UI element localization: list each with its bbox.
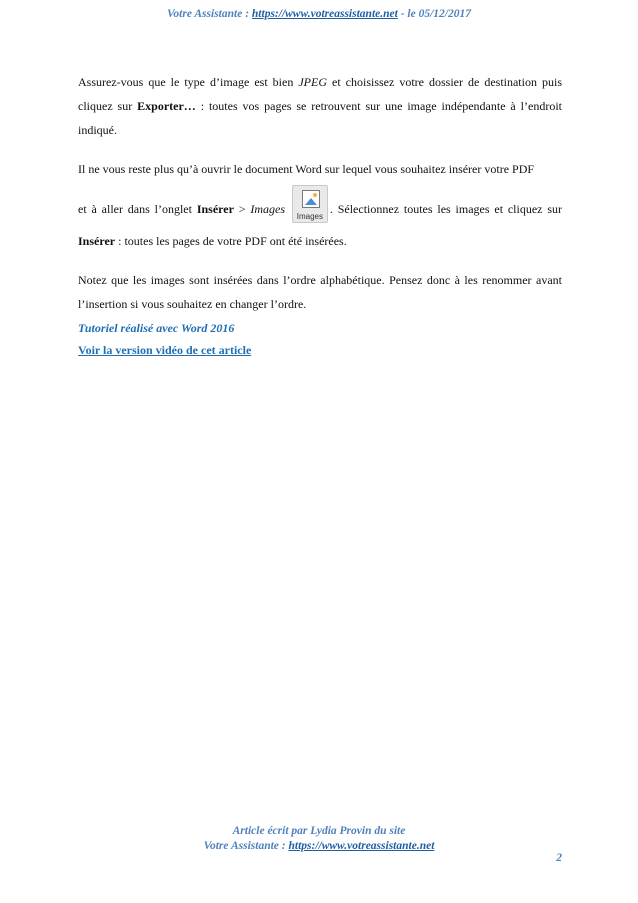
tutorial-note: Tutoriel réalisé avec Word 2016 <box>78 321 235 335</box>
page-header <box>0 8 638 20</box>
paragraph-note-order <box>78 268 562 316</box>
jpeg-term: JPEG <box>298 75 327 89</box>
picture-glyph <box>302 190 320 208</box>
text: Assurez-vous que le type d’image est bien <box>78 75 299 89</box>
header-prefix: Votre Assistante : <box>167 8 252 20</box>
text: : toutes vos pages se retrouvent sur une image indépendante à l’endroit indiqué. <box>78 99 562 137</box>
images-term: Images <box>250 201 286 216</box>
page-content <box>78 70 562 360</box>
text: et choisissez votre dossier de destination puis cliquez sur <box>78 75 562 113</box>
page-footer <box>0 824 638 854</box>
footer-site-line <box>0 839 638 854</box>
inserer-term: Insérer <box>196 201 234 216</box>
paragraph-open-word <box>78 157 562 181</box>
footer-url-link[interactable]: https://www.votreassistante.net <box>288 840 435 852</box>
text: > <box>233 201 251 216</box>
text: : toutes les pages de votre PDF ont été insérées. <box>115 234 347 248</box>
page-number: 2 <box>556 852 562 864</box>
video-link[interactable]: Voir la version vidéo de cet article <box>78 343 252 357</box>
header-date: - le 05/12/2017 <box>397 8 471 20</box>
footer-author-line: Article écrit par Lydia Provin du site <box>232 825 406 837</box>
paragraph-insert-images <box>78 191 562 253</box>
text: . Sélectionnez toutes les images et cliquez sur <box>329 201 563 216</box>
inserer-term-2: Insérer <box>78 234 116 248</box>
footer-site-prefix: Votre Assistante : <box>203 840 289 852</box>
text: Notez que les images sont insérées dans l’ordre alphabétique. Pensez donc à les renommer avant l’insertion si vous souhaitez en changer l’ordre. <box>78 273 562 311</box>
images-icon <box>292 185 328 223</box>
text: et à aller dans l’onglet <box>78 201 197 216</box>
text: Il ne vous reste plus qu’à ouvrir le document Word sur lequel vous souhaitez insérer votre PDF <box>78 162 535 176</box>
images-icon-label: Images <box>296 212 323 221</box>
paragraph-export <box>78 70 562 142</box>
exporter-term: Exporter… <box>137 99 196 113</box>
header-url-link[interactable]: https://www.votreassistante.net <box>251 8 398 20</box>
